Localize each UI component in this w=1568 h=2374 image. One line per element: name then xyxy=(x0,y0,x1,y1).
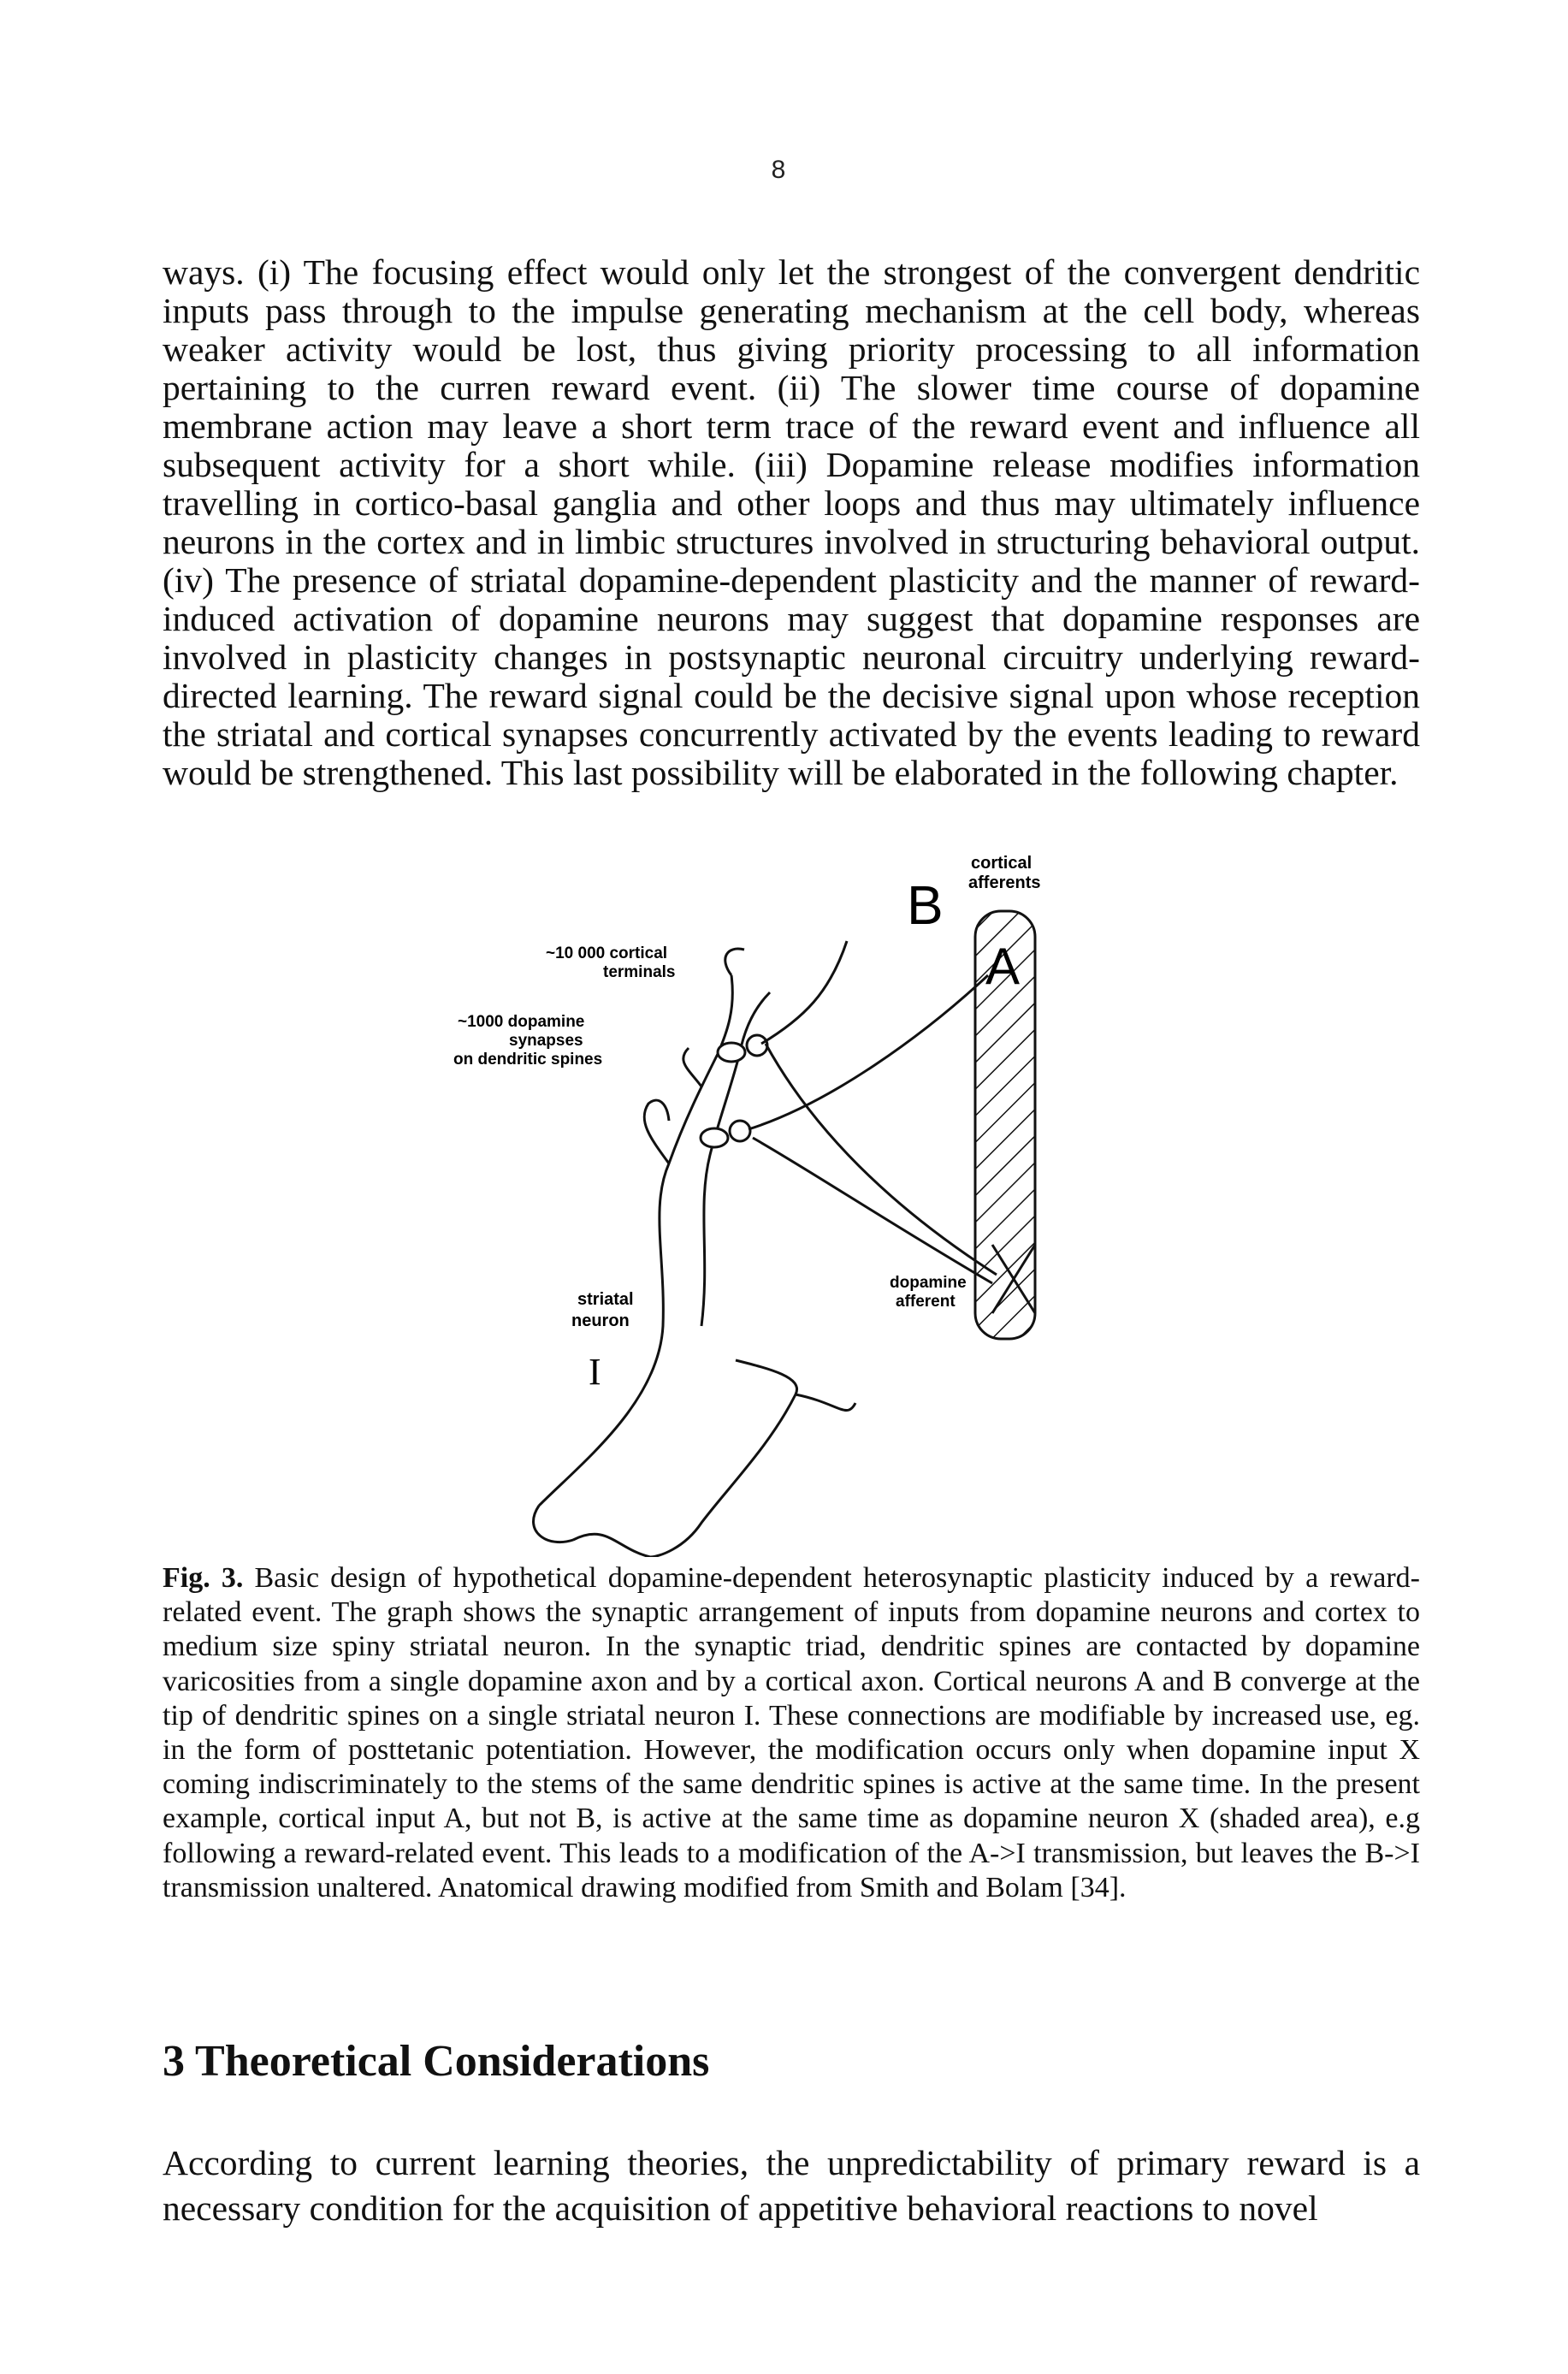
figure-caption-label: Fig. 3. xyxy=(163,1562,244,1594)
label-neuron-i: I xyxy=(589,1351,601,1393)
synapse-bouton-upper xyxy=(747,1035,767,1056)
label-cortical-terminals-line-1: ~10 000 cortical xyxy=(546,944,668,962)
axon-from-b xyxy=(761,941,847,1044)
label-dopamine-afferent-line-2: afferent xyxy=(896,1293,956,1311)
label-input-b: B xyxy=(907,874,944,936)
body-paragraph-1: ways. (i) The focusing effect would only let the strongest of the convergent dendritic inputs pass through to the impulse generating mechanism at the cell body, whereas weaker activity would be lost, thus giving priority processing to all information pertaining to the curren reward event. (ii) The slower time course of dopamine membrane action may leave a short term trace of the reward event and influence all subsequent activity for a short while. (iii) Dopamine release modifies information travelling in cortico-basal ganglia and other loops and thus may ultimately influence neurons in the cortex and in limbic structures involved in structuring behavioral output. (iv) The presence of striatal dopamine-dependent plasticity and the manner of reward-induced activation of dopamine neurons may suggest that dopamine responses are involved in plasticity changes in postsynaptic neuronal circuitry underlying reward-directed learning. The reward signal could be the decisive signal upon whose reception the striatal and cortical synapses concurrently activated by the events leading to reward would be strengthened. This last possibility will be elaborated in the following chapter. xyxy=(163,252,1420,792)
figure-caption xyxy=(163,1561,1420,1905)
label-input-a: A xyxy=(985,938,1021,995)
spine-upper xyxy=(718,1043,745,1062)
synapse-diagram xyxy=(445,847,1095,1557)
axon-from-a xyxy=(748,975,988,1129)
label-cortical-afferents-line-1: cortical xyxy=(971,854,1033,873)
figure-caption-text: Basic design of hypothetical dopamine-dependent heterosynaptic plasticity induced by a reward-related event. The graph shows the synaptic arrangement of inputs from dopamine neurons and cortex to medium size spiny striatal neuron. In the synaptic triad, dendritic spines are contacted by dopamine varicosities from a single dopamine axon and by a cortical axon. Cortical neurons A and B converge at the tip of dendritic spines on a single striatal neuron I. These connections are modifiable by increased use, eg. in the form of posttetanic potentiation. However, the modification occurs only when dopamine input X coming indiscriminately to the stems of the same dendritic spines is active at the same time. In the present example, cortical input A, but not B, is active at the same time as dopamine neuron X (shaded area), e.g following a reward-related event. This leads to a modification of the A->I transmission, but leaves the B->I transmission unaltered. Anatomical drawing modified from Smith and Bolam [34]. xyxy=(163,1562,1421,1903)
label-dopamine-synapses-line-1: ~1000 dopamine xyxy=(458,1013,585,1031)
label-dopamine-synapses-line-2: synapses xyxy=(509,1032,583,1050)
label-dopamine-afferent-line-1: dopamine xyxy=(890,1274,967,1292)
body-paragraph-2: According to current learning theories, the unpredictability of primary reward is a necessary condition for the acquisition of appetitive behavioral reactions to novel xyxy=(163,2143,1420,2228)
label-cortical-afferents-line-2: afferents xyxy=(968,873,1041,892)
label-dopamine-synapses-line-3: on dendritic spines xyxy=(453,1051,603,1069)
label-striatal-neuron-line-2: neuron xyxy=(571,1311,630,1330)
synapse-bouton-lower xyxy=(730,1121,750,1141)
label-striatal-neuron-line-1: striatal xyxy=(577,1290,634,1309)
section-heading: 3 Theoretical Considerations xyxy=(163,2037,710,2086)
page-number: 8 xyxy=(771,156,786,184)
figure-3 xyxy=(445,847,1095,1557)
dopamine-axon xyxy=(753,1044,997,1283)
spine-lower xyxy=(701,1128,728,1147)
label-cortical-terminals-line-2: terminals xyxy=(603,963,676,981)
